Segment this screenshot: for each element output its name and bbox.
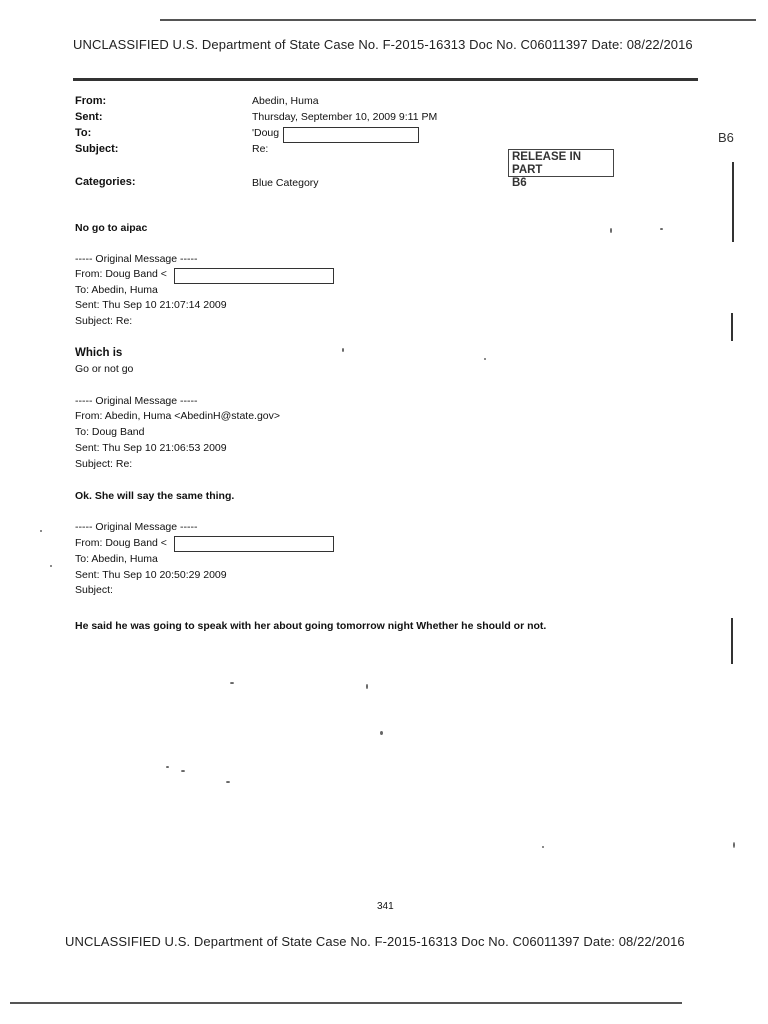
- field-value-subject: Re:: [252, 143, 269, 155]
- redaction-box: [174, 268, 334, 284]
- scan-speck: [660, 228, 663, 230]
- scan-speck: [342, 348, 344, 352]
- original-message-divider: ----- Original Message -----: [75, 253, 198, 265]
- scan-edge-mark: [732, 162, 734, 242]
- original-message-divider: ----- Original Message -----: [75, 395, 198, 407]
- scan-speck: [610, 228, 612, 233]
- scan-speck: [181, 770, 185, 772]
- release-stamp-line1: RELEASE IN PART: [512, 151, 582, 176]
- field-label-from: From:: [75, 95, 107, 107]
- original-message-sent: Sent: Thu Sep 10 20:50:29 2009: [75, 569, 227, 581]
- release-stamp: [508, 149, 614, 189]
- original-message-subject: Subject: Re:: [75, 315, 133, 327]
- field-value-from: Abedin, Huma: [252, 95, 319, 107]
- field-value-to: 'Doug: [252, 127, 280, 139]
- top-scan-line: [160, 19, 756, 21]
- field-label-subject: Subject:: [75, 143, 119, 155]
- original-message-to: To: Abedin, Huma: [75, 284, 158, 296]
- scan-speck: [366, 684, 368, 689]
- scan-speck: [226, 781, 230, 783]
- field-label-categories: Categories:: [75, 176, 136, 188]
- field-value-categories: Blue Category: [252, 177, 319, 189]
- field-value-sent: Thursday, September 10, 2009 9:11 PM: [252, 111, 438, 123]
- scan-speck: [230, 682, 234, 684]
- redaction-box: [283, 127, 419, 143]
- field-label-to: To:: [75, 127, 92, 139]
- redaction-box: [174, 536, 334, 552]
- message-body-line: Which is: [75, 347, 123, 359]
- bottom-scan-line: [10, 1002, 682, 1004]
- reply-message: No go to aipac: [75, 222, 148, 234]
- scan-edge-mark: [731, 618, 733, 664]
- scan-speck: [542, 846, 544, 848]
- original-message-from: From: Abedin, Huma <AbedinH@state.gov>: [75, 410, 281, 422]
- scan-edge-mark: [731, 313, 733, 341]
- page-footer: UNCLASSIFIED U.S. Department of State Case No. F-2015-16313 Doc No. C06011397 Date: 08/22/2016: [65, 934, 685, 949]
- original-message-to: To: Doug Band: [75, 426, 145, 438]
- page-header: UNCLASSIFIED U.S. Department of State Case No. F-2015-16313 Doc No. C06011397 Date: 08/22/2016: [73, 37, 693, 52]
- scan-speck: [40, 530, 42, 532]
- scan-speck: [733, 842, 735, 848]
- scan-speck: [380, 731, 383, 735]
- message-body-line: Go or not go: [75, 363, 134, 375]
- original-message-divider: ----- Original Message -----: [75, 521, 198, 533]
- original-message-sent: Sent: Thu Sep 10 21:06:53 2009: [75, 442, 227, 454]
- field-label-sent: Sent:: [75, 111, 103, 123]
- page-number: 341: [377, 901, 394, 912]
- original-message-from: From: Doug Band <: [75, 537, 167, 549]
- message-body-line: He said he was going to speak with her about going tomorrow night Whether he should or not.: [75, 620, 547, 632]
- header-divider: [73, 78, 698, 81]
- message-body-line: Ok. She will say the same thing.: [75, 490, 235, 502]
- original-message-subject: Subject: Re:: [75, 458, 133, 470]
- release-stamp-line2: B6: [512, 177, 527, 189]
- original-message-subject: Subject:: [75, 584, 113, 596]
- original-message-from: From: Doug Band <: [75, 268, 167, 280]
- original-message-sent: Sent: Thu Sep 10 21:07:14 2009: [75, 299, 227, 311]
- original-message-to: To: Abedin, Huma: [75, 553, 158, 565]
- scan-speck: [166, 766, 169, 768]
- margin-exemption-code: B6: [718, 130, 734, 145]
- scan-speck: [50, 565, 52, 567]
- scan-speck: [484, 358, 486, 360]
